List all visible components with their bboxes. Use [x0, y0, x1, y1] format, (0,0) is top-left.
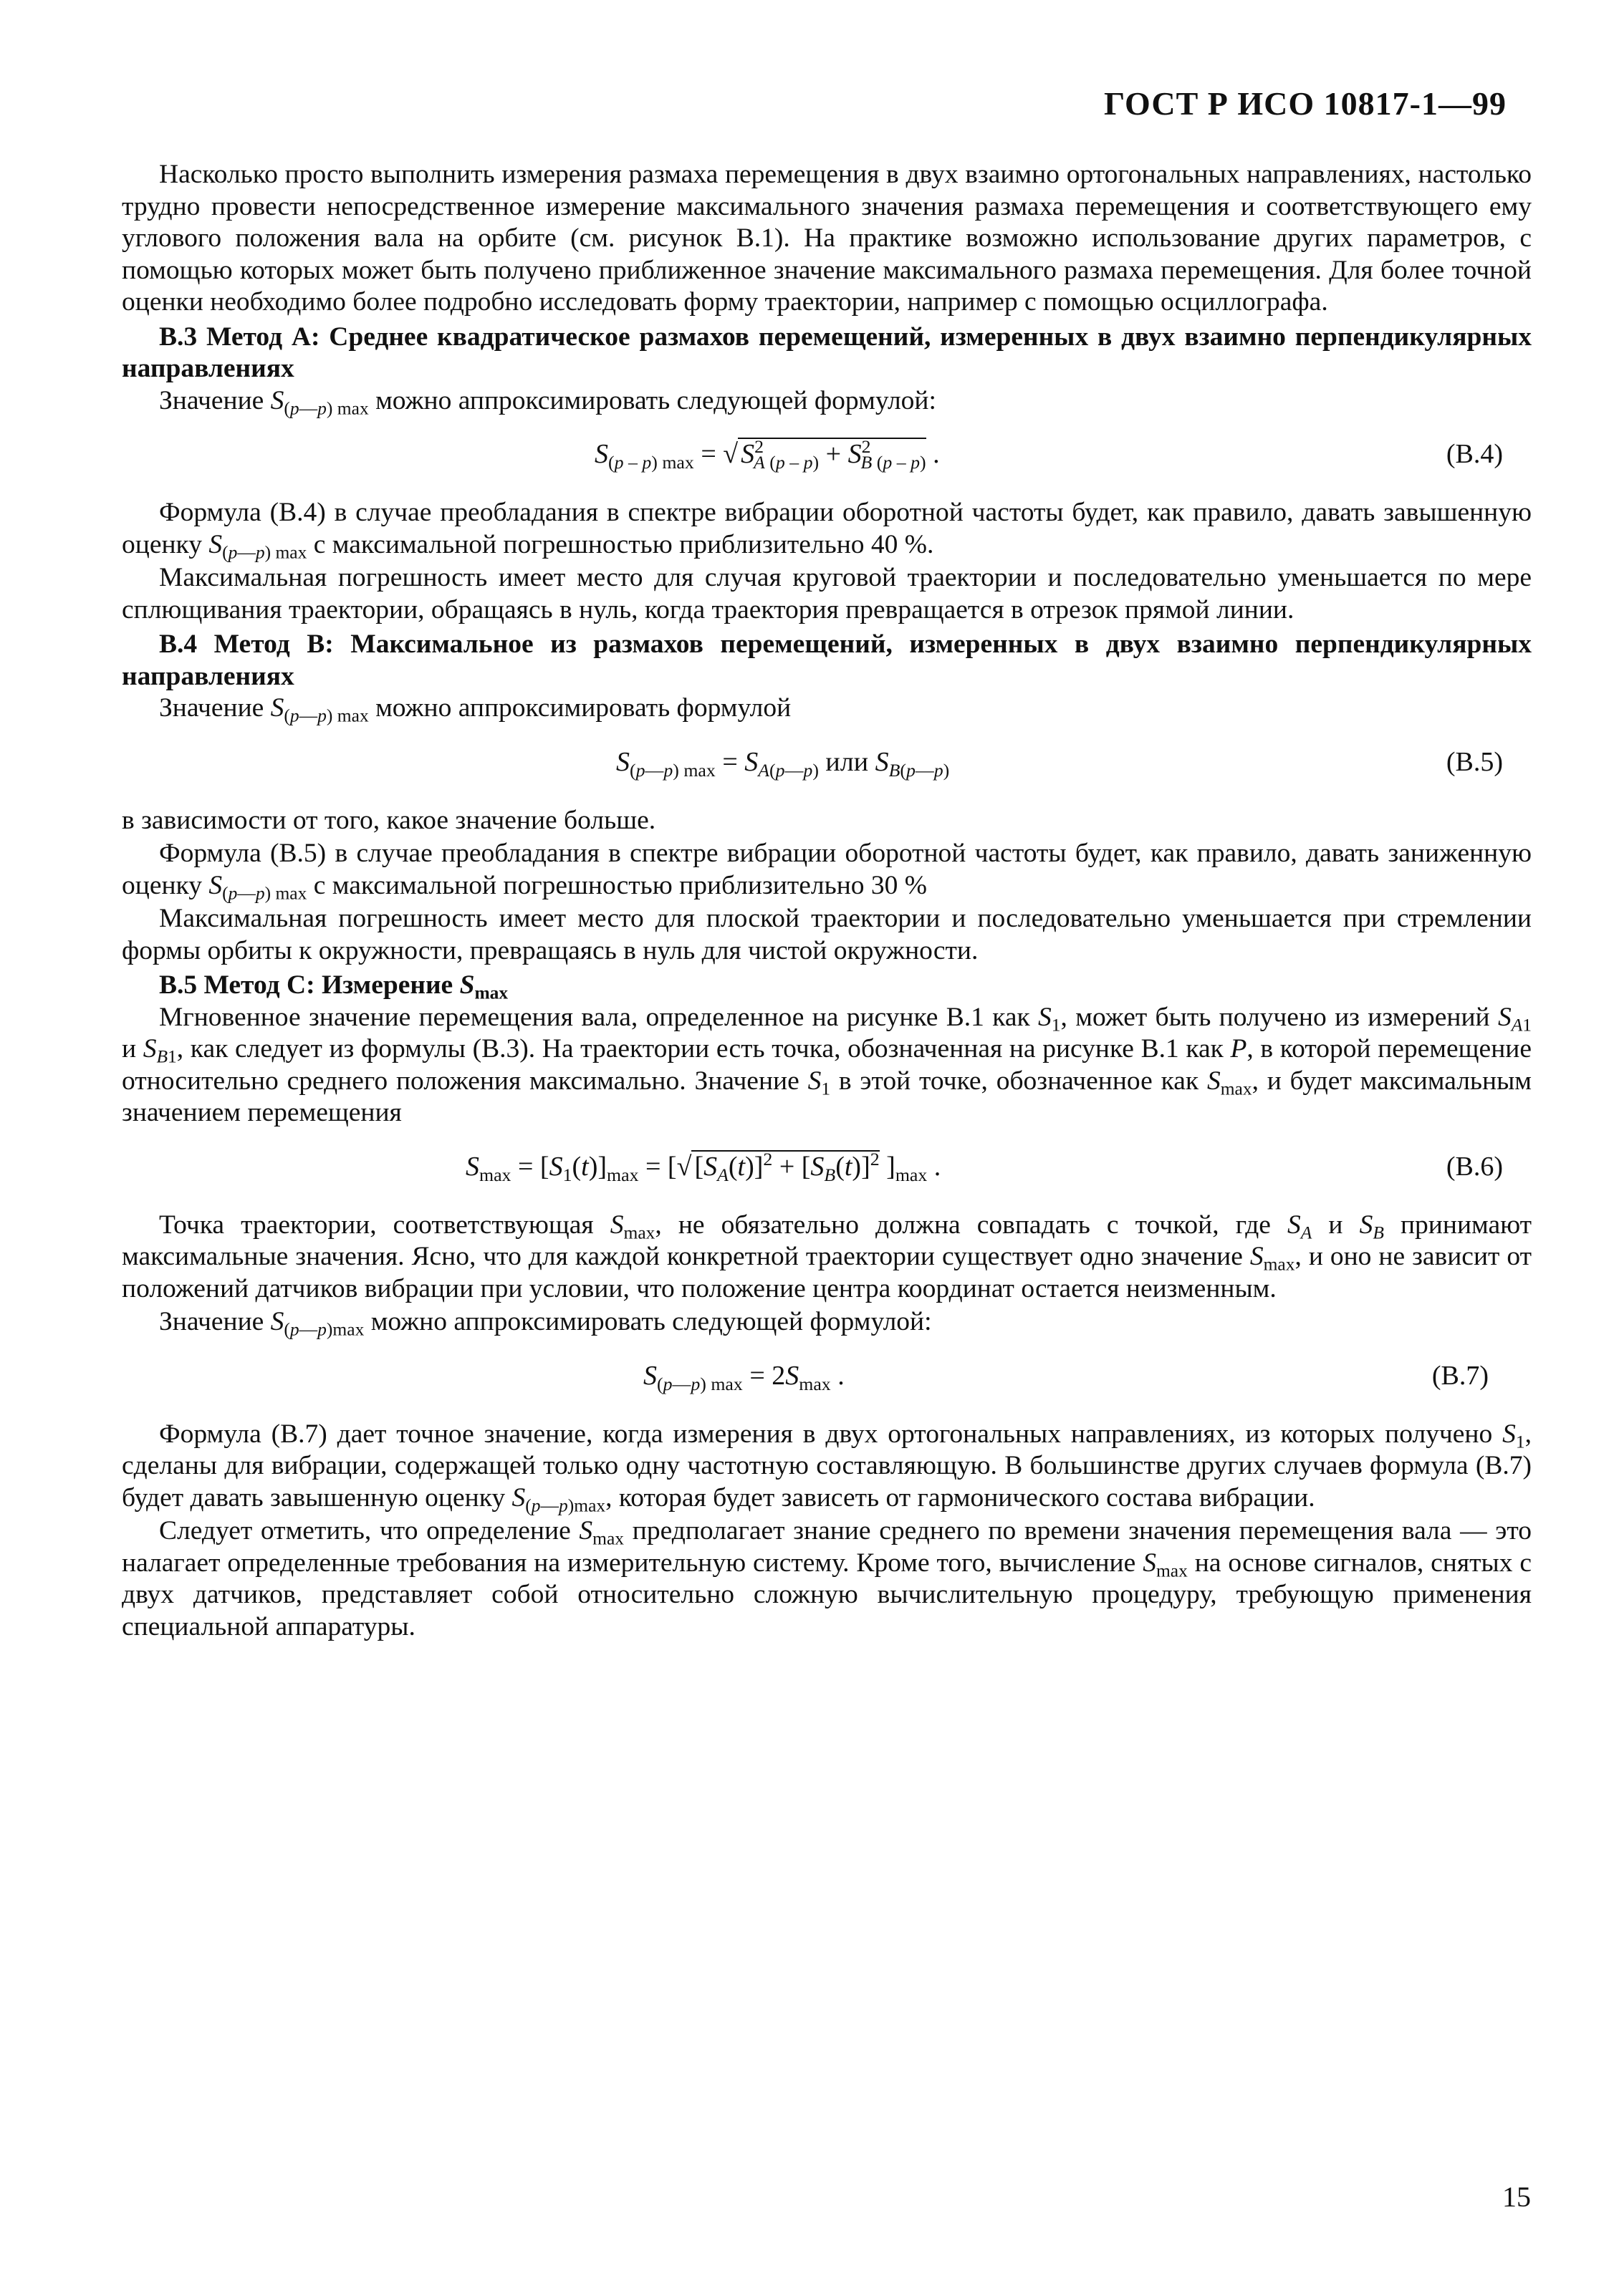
paragraph: Максимальная погрешность имеет место для плоской траектории и последовательно уменьшается при стремлении формы орбиты к окружности, превращаясь в нуль для чистой окружности. — [122, 904, 1532, 965]
paragraph: Максимальная погрешность имеет место для случая круговой траектории и последовательно уменьшается по мере сплющивания траектории, обращаясь в нуль, когда траектория превращается в отрезок прямой линии. — [122, 563, 1532, 624]
paragraph: Точка траектории, соответствующая $S_{max}$, не обязательно должна совпадать с точкой, где $S_A$ и $S_B$ принимают максимальные значения. Ясно, что для каждой конкретной траектории существует одно значение $S_{max}$, и оно не зависит от положений датчиков вибрации при условии, что положение центра координат остается неизменным. — [122, 1210, 1532, 1303]
formula-b4-expression: $S_{(p - p) max}$ = √ $S^2_{A (p - p)} + S^2_{B (p - p)}$ . — [595, 435, 940, 473]
formula-b6 — [122, 1135, 1532, 1204]
paragraph: Значение $S_{(p—p)max}$ можно аппроксимировать следующей формулой: — [159, 1307, 932, 1340]
page-body — [122, 159, 1532, 1643]
formula-b6-number: (В.6) — [1446, 1151, 1503, 1182]
formula-b7-number: (В.7) — [1431, 1360, 1489, 1391]
section-heading-b3: В.3 Метод А: Среднее квадратическое размахов перемещений, измеренных в двух взаимно перпендикулярных направлениях — [122, 322, 1532, 383]
paragraph: Следует отметить, что определение $S_{max}$ предполагает знание среднего по времени значения перемещения вала — это налагает определенные требования на измерительную систему. Кроме того, вычисление $S_{max}$ на основе сигналов, снятых с двух датчиков, представляет собой относительно сложную вычислительную процедуру, требующую применения специальной аппаратуры. — [122, 1516, 1532, 1641]
paragraph: Формула (В.5) в случае преобладания в спектре вибрации оборотной частоты будет, как правило, давать заниженную оценку $S_{(p—p) max}$ с максимальной погрешностью приблизительно 30 % — [122, 839, 1532, 904]
paragraph: в зависимости от того, какое значение больше. — [122, 805, 656, 835]
formula-b5 — [122, 730, 1532, 799]
formula-b4 — [122, 423, 1532, 491]
paragraph: Формула (В.7) дает точное значение, когда измерения в двух ортогональных направлениях, из которых получено $S_1$, сделаны для вибрации, содержащей только одну частотную составляющую. В большинстве других случаев формула (В.7) будет давать завышенную оценку $S_{(p—p)max}$, которая будет зависеть от гармонического состава вибрации. — [122, 1419, 1532, 1516]
formula-b5-expression: $S_{(p—p) max} = S_{A(p—p)}$ или $S_{B(p—p)}$ — [616, 746, 950, 781]
paragraph: Значение $S_{(p—p) max}$ можно аппроксимировать следующей формулой: — [159, 385, 936, 419]
paragraph: Значение $S_{(p—p) max}$ можно аппроксимировать формулой — [159, 693, 792, 726]
paragraph: Насколько просто выполнить измерения размаха перемещения в двух взаимно ортогональных направлениях, настолько трудно провести непосредственное измерение максимального значения размаха перемещения и соответствующего ему углового положения вала на орбите (см. рисунок В.1). На практике возможно использование других параметров, с помощью которых может быть получено приближенное значение максимального размаха перемещения. Для более точной оценки необходимо более подробно исследовать форму траектории, например с помощью осциллографа. — [122, 160, 1532, 317]
formula-b6-expression: $S_{max} = [S_1(t)]_{max}$ = [√ $[S_A(t)]^2 + [S_B(t)]^2$ ]$_{max}$ . — [466, 1148, 941, 1185]
formula-b7 — [122, 1344, 1532, 1413]
page-number: 15 — [1502, 2181, 1531, 2213]
document-code-header: ГОСТ Р ИСО 10817-1—99 — [1103, 85, 1507, 122]
section-heading-b4: В.4 Метод В: Максимальное из размахов перемещений, измеренных в двух взаимно перпендикулярных направлениях — [122, 630, 1532, 691]
paragraph: Формула (В.4) в случае преобладания в спектре вибрации оборотной частоты будет, как правило, давать завышенную оценку $S_{(p—p) max}$ с максимальной погрешностью приблизительно 40 %. — [122, 498, 1532, 563]
formula-b5-number: (В.5) — [1446, 746, 1503, 777]
formula-b7-expression: $S_{(p—p) max} = 2S_{max}$ . — [643, 1360, 845, 1394]
section-heading-b5: В.5 Метод С: Измерение $S_{max}$ — [159, 970, 509, 1003]
formula-b4-number: (В.4) — [1446, 439, 1503, 469]
paragraph: Мгновенное значение перемещения вала, определенное на рисунке В.1 как $S_1$, может быть получено из измерений $S_{A1}$ и $S_{B1}$, как следует из формулы (В.3). На траектории есть точка, обозначенная на рисунке В.1 как P, в которой перемещение относительно среднего положения максимально. Значение $S_1$ в этой точке, обозначенное как $S_{max}$, и будет максимальным значением перемещения — [122, 1002, 1532, 1127]
